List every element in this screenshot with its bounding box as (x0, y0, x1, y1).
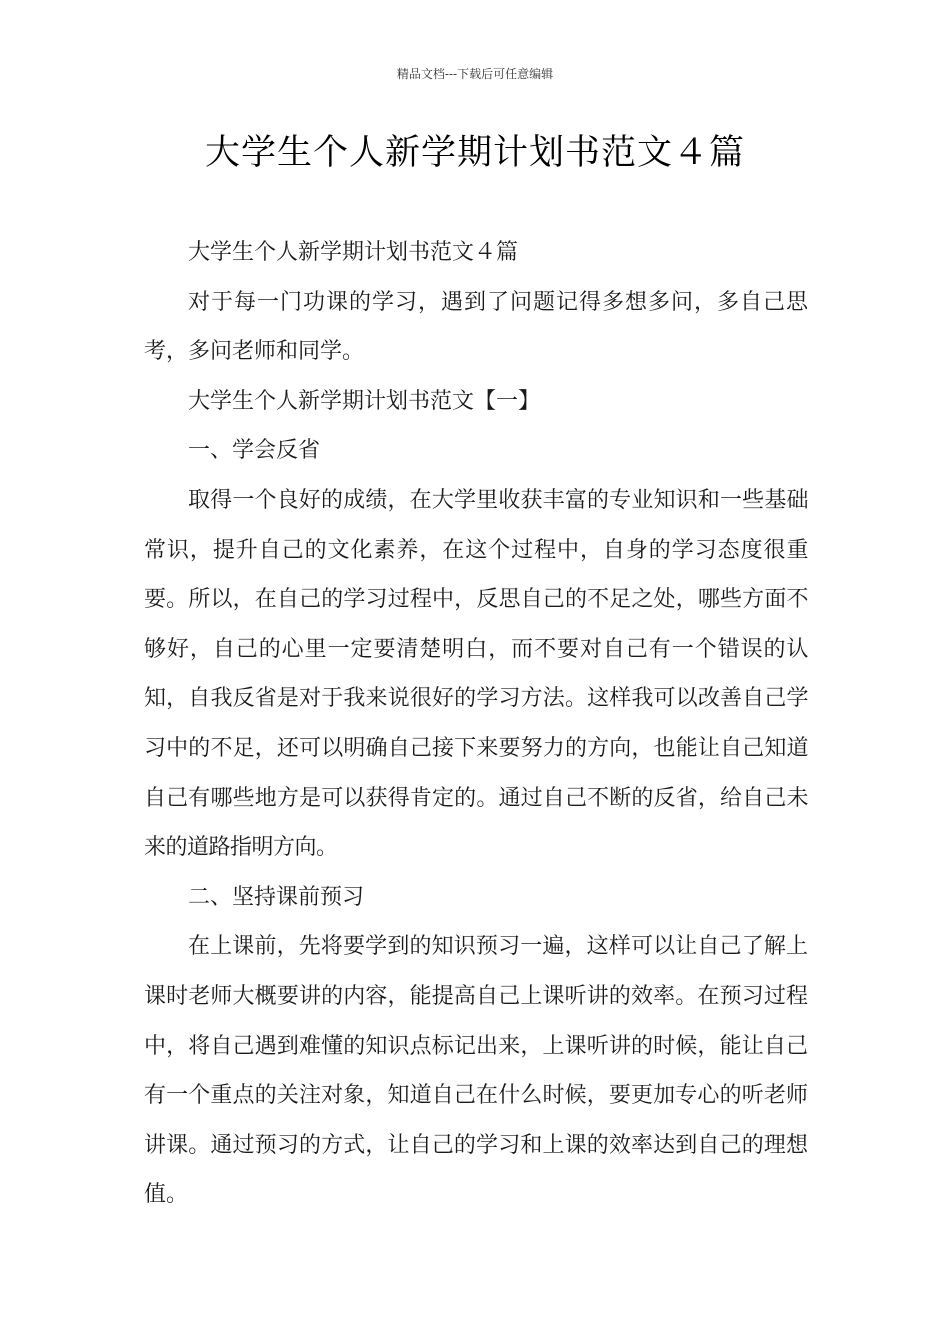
paragraph-reflection: 取得一个良好的成绩，在大学里收获丰富的专业知识和一些基础常识，提升自己的文化素养，在这个过程中，自身的学习态度很重要。所以，在自己的学习过程中，反思自己的不足之处，哪些方面不够好，自己的心里一定要清楚明白，而不要对自己有一个错误的认知，自我反省是对于我来说很好的学习方法。这样我可以改善自己学习中的不足，还可以明确自己接下来要努力的方向，也能让自己知道自己有哪些地方是可以获得肯定的。通过自己不断的反省，给自己未来的道路指明方向。 (144, 487, 808, 861)
document-title: 大学生个人新学期计划书范文４篇 (204, 133, 745, 173)
subheading-reflection: 一、学会反省 (188, 438, 321, 464)
document-body (144, 228, 808, 1220)
paragraph-subtitle: 大学生个人新学期计划书范文４篇 (188, 240, 519, 265)
paragraph-intro: 对于每一门功课的学习，遇到了问题记得多想多问，多自己思考，多问老师和同学。 (144, 289, 808, 365)
section-heading-part-one: 大学生个人新学期计划书范文【一】 (188, 388, 541, 414)
paragraph-preview: 在上课前，先将要学到的知识预习一遍，这样可以让自己了解上课时老师大概要讲的内容，能提高自己上课听讲的效率。在预习过程中，将自己遇到难懂的知识点标记出来，上课听讲的时候，能让自己有一个重点的关注对象，知道自己在什么时候，要更加专心的听老师讲课。通过预习的方式，让自己的学习和上课的效率达到自己的理想值。 (144, 934, 808, 1208)
subheading-preview: 二、坚持课前预习 (188, 884, 365, 910)
header-note: 精品文档---下载后可任意编辑 (396, 67, 554, 81)
